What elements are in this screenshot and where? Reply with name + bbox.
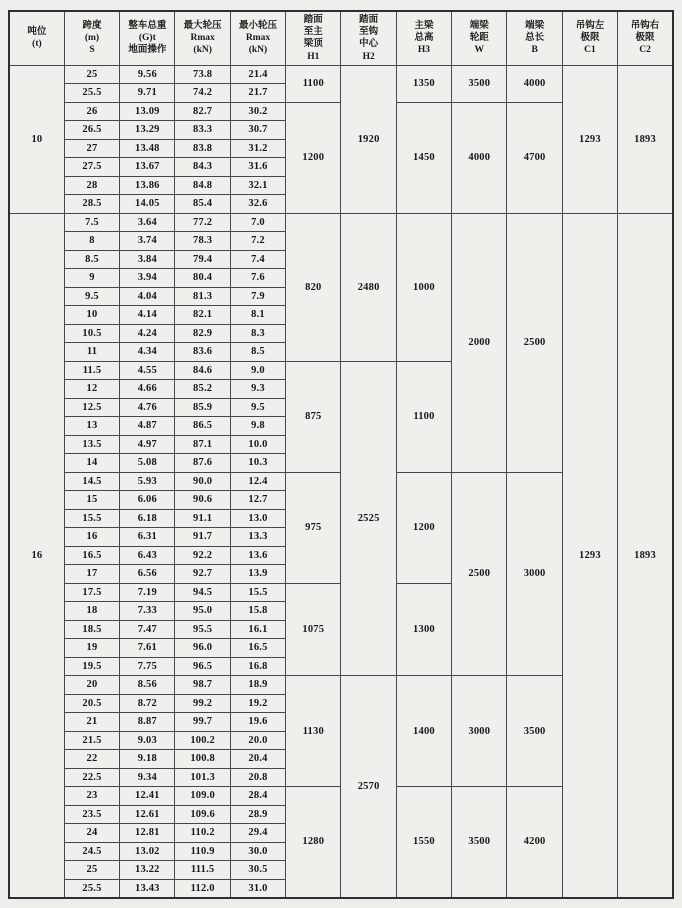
cell-span: 22 <box>64 750 119 769</box>
cell-max-wheel-load: 98.7 <box>175 676 230 695</box>
table-row <box>9 213 673 232</box>
cell-max-wheel-load: 110.9 <box>175 842 230 861</box>
cell-min-wheel-load: 10.0 <box>230 435 285 454</box>
cell-total-weight: 9.18 <box>120 750 175 769</box>
cell-total-weight: 7.47 <box>120 620 175 639</box>
cell-span: 26 <box>64 102 119 121</box>
cell-max-wheel-load: 83.6 <box>175 343 230 362</box>
col-header-c2: 吊钩右 极限 C2 <box>618 11 673 65</box>
cell-span: 21 <box>64 713 119 732</box>
cell-min-wheel-load: 20.0 <box>230 731 285 750</box>
cell-total-weight: 9.34 <box>120 768 175 787</box>
cell-total-weight: 5.93 <box>120 472 175 491</box>
cell-span: 18 <box>64 602 119 621</box>
cell-total-weight: 7.33 <box>120 602 175 621</box>
cell-min-wheel-load: 7.0 <box>230 213 285 232</box>
cell-max-wheel-load: 94.5 <box>175 583 230 602</box>
cell-total-weight: 12.41 <box>120 787 175 806</box>
cell-min-wheel-load: 20.8 <box>230 768 285 787</box>
cell-span: 8 <box>64 232 119 251</box>
cell-h3: 1300 <box>396 583 451 676</box>
cell-min-wheel-load: 13.9 <box>230 565 285 584</box>
cell-total-weight: 13.48 <box>120 139 175 158</box>
cell-span: 20 <box>64 676 119 695</box>
cell-max-wheel-load: 110.2 <box>175 824 230 843</box>
cell-total-weight: 12.61 <box>120 805 175 824</box>
cell-min-wheel-load: 32.6 <box>230 195 285 214</box>
cell-span: 7.5 <box>64 213 119 232</box>
cell-span: 25.5 <box>64 84 119 103</box>
cell-max-wheel-load: 87.6 <box>175 454 230 473</box>
cell-b: 3000 <box>507 472 562 676</box>
cell-span: 10.5 <box>64 324 119 343</box>
cell-min-wheel-load: 21.7 <box>230 84 285 103</box>
cell-max-wheel-load: 100.2 <box>175 731 230 750</box>
spec-table <box>8 10 674 899</box>
cell-total-weight: 3.94 <box>120 269 175 288</box>
cell-h2: 2570 <box>341 676 396 898</box>
col-header-h2: 踏面 至钩 中心 H2 <box>341 11 396 65</box>
cell-h1: 875 <box>286 361 341 472</box>
cell-min-wheel-load: 9.5 <box>230 398 285 417</box>
cell-tonnage: 10 <box>9 65 64 213</box>
cell-max-wheel-load: 85.4 <box>175 195 230 214</box>
cell-min-wheel-load: 16.8 <box>230 657 285 676</box>
cell-span: 15 <box>64 491 119 510</box>
cell-max-wheel-load: 109.0 <box>175 787 230 806</box>
cell-min-wheel-load: 9.8 <box>230 417 285 436</box>
cell-h3: 1550 <box>396 787 451 898</box>
cell-max-wheel-load: 95.5 <box>175 620 230 639</box>
cell-min-wheel-load: 9.0 <box>230 361 285 380</box>
cell-max-wheel-load: 78.3 <box>175 232 230 251</box>
cell-h1: 1280 <box>286 787 341 898</box>
cell-max-wheel-load: 96.0 <box>175 639 230 658</box>
cell-span: 15.5 <box>64 509 119 528</box>
col-header-min-wheel-load: 最小轮压 Rmax (kN) <box>230 11 285 65</box>
cell-h2: 1920 <box>341 65 396 213</box>
cell-min-wheel-load: 30.7 <box>230 121 285 140</box>
cell-max-wheel-load: 83.3 <box>175 121 230 140</box>
cell-span: 9 <box>64 269 119 288</box>
cell-max-wheel-load: 101.3 <box>175 768 230 787</box>
cell-total-weight: 9.56 <box>120 65 175 84</box>
table-row <box>9 65 673 84</box>
cell-total-weight: 4.04 <box>120 287 175 306</box>
cell-max-wheel-load: 80.4 <box>175 269 230 288</box>
col-header-span: 跨度 (m) S <box>64 11 119 65</box>
cell-total-weight: 5.08 <box>120 454 175 473</box>
cell-max-wheel-load: 95.0 <box>175 602 230 621</box>
table-header <box>9 11 673 65</box>
cell-span: 25.5 <box>64 879 119 898</box>
cell-min-wheel-load: 15.8 <box>230 602 285 621</box>
cell-min-wheel-load: 16.1 <box>230 620 285 639</box>
cell-max-wheel-load: 100.8 <box>175 750 230 769</box>
cell-span: 11 <box>64 343 119 362</box>
col-header-max-wheel-load: 最大轮压 Rmax (kN) <box>175 11 230 65</box>
cell-total-weight: 3.64 <box>120 213 175 232</box>
cell-h1: 1100 <box>286 65 341 102</box>
cell-h2: 2525 <box>341 361 396 676</box>
cell-total-weight: 6.56 <box>120 565 175 584</box>
cell-min-wheel-load: 28.9 <box>230 805 285 824</box>
cell-span: 20.5 <box>64 694 119 713</box>
cell-total-weight: 6.31 <box>120 528 175 547</box>
cell-h1: 1200 <box>286 102 341 213</box>
cell-w: 4000 <box>452 102 507 213</box>
cell-min-wheel-load: 21.4 <box>230 65 285 84</box>
cell-max-wheel-load: 91.7 <box>175 528 230 547</box>
cell-b: 3500 <box>507 676 562 787</box>
cell-span: 16.5 <box>64 546 119 565</box>
col-header-w: 端梁 轮距 W <box>452 11 507 65</box>
cell-max-wheel-load: 91.1 <box>175 509 230 528</box>
cell-total-weight: 8.87 <box>120 713 175 732</box>
cell-span: 13 <box>64 417 119 436</box>
cell-max-wheel-load: 87.1 <box>175 435 230 454</box>
cell-total-weight: 13.29 <box>120 121 175 140</box>
cell-max-wheel-load: 84.6 <box>175 361 230 380</box>
cell-span: 19 <box>64 639 119 658</box>
cell-min-wheel-load: 13.6 <box>230 546 285 565</box>
col-header-h1: 踏面 至主 梁顶 H1 <box>286 11 341 65</box>
cell-min-wheel-load: 30.5 <box>230 861 285 880</box>
cell-total-weight: 13.67 <box>120 158 175 177</box>
cell-min-wheel-load: 31.2 <box>230 139 285 158</box>
cell-h3: 1100 <box>396 361 451 472</box>
cell-h3: 1000 <box>396 213 451 361</box>
cell-h3: 1200 <box>396 472 451 583</box>
cell-total-weight: 4.76 <box>120 398 175 417</box>
cell-h3: 1450 <box>396 102 451 213</box>
cell-span: 14 <box>64 454 119 473</box>
cell-min-wheel-load: 13.3 <box>230 528 285 547</box>
cell-total-weight: 13.22 <box>120 861 175 880</box>
cell-min-wheel-load: 7.4 <box>230 250 285 269</box>
cell-span: 27.5 <box>64 158 119 177</box>
cell-min-wheel-load: 29.4 <box>230 824 285 843</box>
cell-w: 3000 <box>452 676 507 787</box>
cell-min-wheel-load: 19.6 <box>230 713 285 732</box>
cell-min-wheel-load: 12.7 <box>230 491 285 510</box>
cell-span: 23 <box>64 787 119 806</box>
cell-max-wheel-load: 82.9 <box>175 324 230 343</box>
cell-max-wheel-load: 85.9 <box>175 398 230 417</box>
cell-h2: 2480 <box>341 213 396 361</box>
cell-total-weight: 13.09 <box>120 102 175 121</box>
cell-span: 26.5 <box>64 121 119 140</box>
cell-span: 22.5 <box>64 768 119 787</box>
col-header-tonnage: 吨位 (t) <box>9 11 64 65</box>
cell-span: 12 <box>64 380 119 399</box>
cell-min-wheel-load: 30.0 <box>230 842 285 861</box>
cell-max-wheel-load: 83.8 <box>175 139 230 158</box>
cell-w: 2500 <box>452 472 507 676</box>
cell-max-wheel-load: 99.7 <box>175 713 230 732</box>
cell-min-wheel-load: 30.2 <box>230 102 285 121</box>
cell-total-weight: 3.74 <box>120 232 175 251</box>
cell-max-wheel-load: 85.2 <box>175 380 230 399</box>
cell-span: 16 <box>64 528 119 547</box>
cell-span: 24 <box>64 824 119 843</box>
cell-total-weight: 3.84 <box>120 250 175 269</box>
cell-max-wheel-load: 90.0 <box>175 472 230 491</box>
cell-b: 4000 <box>507 65 562 102</box>
cell-span: 12.5 <box>64 398 119 417</box>
cell-b: 2500 <box>507 213 562 472</box>
cell-h1: 820 <box>286 213 341 361</box>
cell-c1: 1293 <box>562 213 617 898</box>
cell-c2: 1893 <box>618 65 673 213</box>
cell-total-weight: 13.43 <box>120 879 175 898</box>
cell-min-wheel-load: 12.4 <box>230 472 285 491</box>
cell-max-wheel-load: 99.2 <box>175 694 230 713</box>
cell-total-weight: 12.81 <box>120 824 175 843</box>
cell-max-wheel-load: 111.5 <box>175 861 230 880</box>
cell-max-wheel-load: 84.3 <box>175 158 230 177</box>
cell-total-weight: 6.43 <box>120 546 175 565</box>
cell-max-wheel-load: 77.2 <box>175 213 230 232</box>
cell-total-weight: 8.72 <box>120 694 175 713</box>
cell-span: 25 <box>64 861 119 880</box>
cell-span: 11.5 <box>64 361 119 380</box>
cell-total-weight: 9.71 <box>120 84 175 103</box>
cell-total-weight: 6.06 <box>120 491 175 510</box>
cell-span: 19.5 <box>64 657 119 676</box>
cell-min-wheel-load: 7.9 <box>230 287 285 306</box>
cell-min-wheel-load: 7.2 <box>230 232 285 251</box>
cell-h3: 1350 <box>396 65 451 102</box>
cell-max-wheel-load: 82.1 <box>175 306 230 325</box>
cell-min-wheel-load: 10.3 <box>230 454 285 473</box>
cell-h1: 1075 <box>286 583 341 676</box>
cell-min-wheel-load: 8.3 <box>230 324 285 343</box>
cell-w: 3500 <box>452 787 507 898</box>
cell-min-wheel-load: 8.5 <box>230 343 285 362</box>
col-header-total-weight: 整车总重 (G)t 地面操作 <box>120 11 175 65</box>
cell-total-weight: 9.03 <box>120 731 175 750</box>
cell-total-weight: 7.61 <box>120 639 175 658</box>
cell-min-wheel-load: 13.0 <box>230 509 285 528</box>
cell-max-wheel-load: 84.8 <box>175 176 230 195</box>
cell-min-wheel-load: 32.1 <box>230 176 285 195</box>
cell-total-weight: 4.34 <box>120 343 175 362</box>
cell-min-wheel-load: 15.5 <box>230 583 285 602</box>
cell-span: 9.5 <box>64 287 119 306</box>
cell-total-weight: 7.19 <box>120 583 175 602</box>
cell-b: 4200 <box>507 787 562 898</box>
cell-min-wheel-load: 18.9 <box>230 676 285 695</box>
col-header-h3: 主梁 总高 H3 <box>396 11 451 65</box>
cell-max-wheel-load: 96.5 <box>175 657 230 676</box>
cell-min-wheel-load: 28.4 <box>230 787 285 806</box>
cell-span: 27 <box>64 139 119 158</box>
cell-max-wheel-load: 90.6 <box>175 491 230 510</box>
cell-span: 13.5 <box>64 435 119 454</box>
col-header-b: 端梁 总长 B <box>507 11 562 65</box>
cell-max-wheel-load: 92.2 <box>175 546 230 565</box>
cell-span: 28 <box>64 176 119 195</box>
cell-max-wheel-load: 81.3 <box>175 287 230 306</box>
cell-span: 18.5 <box>64 620 119 639</box>
cell-min-wheel-load: 31.6 <box>230 158 285 177</box>
cell-max-wheel-load: 82.7 <box>175 102 230 121</box>
cell-w: 2000 <box>452 213 507 472</box>
cell-b: 4700 <box>507 102 562 213</box>
col-header-c1: 吊钩左 极限 C1 <box>562 11 617 65</box>
cell-span: 17 <box>64 565 119 584</box>
cell-total-weight: 6.18 <box>120 509 175 528</box>
cell-span: 21.5 <box>64 731 119 750</box>
cell-max-wheel-load: 92.7 <box>175 565 230 584</box>
cell-total-weight: 4.66 <box>120 380 175 399</box>
cell-max-wheel-load: 109.6 <box>175 805 230 824</box>
cell-min-wheel-load: 16.5 <box>230 639 285 658</box>
cell-span: 8.5 <box>64 250 119 269</box>
cell-total-weight: 13.02 <box>120 842 175 861</box>
cell-total-weight: 14.05 <box>120 195 175 214</box>
cell-max-wheel-load: 74.2 <box>175 84 230 103</box>
cell-c1: 1293 <box>562 65 617 213</box>
cell-span: 23.5 <box>64 805 119 824</box>
cell-h3: 1400 <box>396 676 451 787</box>
cell-h1: 1130 <box>286 676 341 787</box>
cell-total-weight: 4.97 <box>120 435 175 454</box>
cell-w: 3500 <box>452 65 507 102</box>
cell-max-wheel-load: 79.4 <box>175 250 230 269</box>
table-body <box>9 65 673 898</box>
cell-max-wheel-load: 73.8 <box>175 65 230 84</box>
cell-span: 28.5 <box>64 195 119 214</box>
cell-span: 25 <box>64 65 119 84</box>
cell-max-wheel-load: 112.0 <box>175 879 230 898</box>
cell-c2: 1893 <box>618 213 673 898</box>
cell-span: 10 <box>64 306 119 325</box>
cell-total-weight: 4.24 <box>120 324 175 343</box>
cell-h1: 975 <box>286 472 341 583</box>
cell-span: 14.5 <box>64 472 119 491</box>
cell-total-weight: 4.14 <box>120 306 175 325</box>
cell-span: 17.5 <box>64 583 119 602</box>
cell-total-weight: 4.55 <box>120 361 175 380</box>
cell-tonnage: 16 <box>9 213 64 898</box>
cell-total-weight: 7.75 <box>120 657 175 676</box>
cell-min-wheel-load: 8.1 <box>230 306 285 325</box>
cell-min-wheel-load: 9.3 <box>230 380 285 399</box>
cell-total-weight: 8.56 <box>120 676 175 695</box>
cell-span: 24.5 <box>64 842 119 861</box>
header-row <box>9 11 673 65</box>
cell-min-wheel-load: 19.2 <box>230 694 285 713</box>
cell-min-wheel-load: 20.4 <box>230 750 285 769</box>
cell-total-weight: 4.87 <box>120 417 175 436</box>
cell-min-wheel-load: 31.0 <box>230 879 285 898</box>
cell-min-wheel-load: 7.6 <box>230 269 285 288</box>
cell-max-wheel-load: 86.5 <box>175 417 230 436</box>
cell-total-weight: 13.86 <box>120 176 175 195</box>
